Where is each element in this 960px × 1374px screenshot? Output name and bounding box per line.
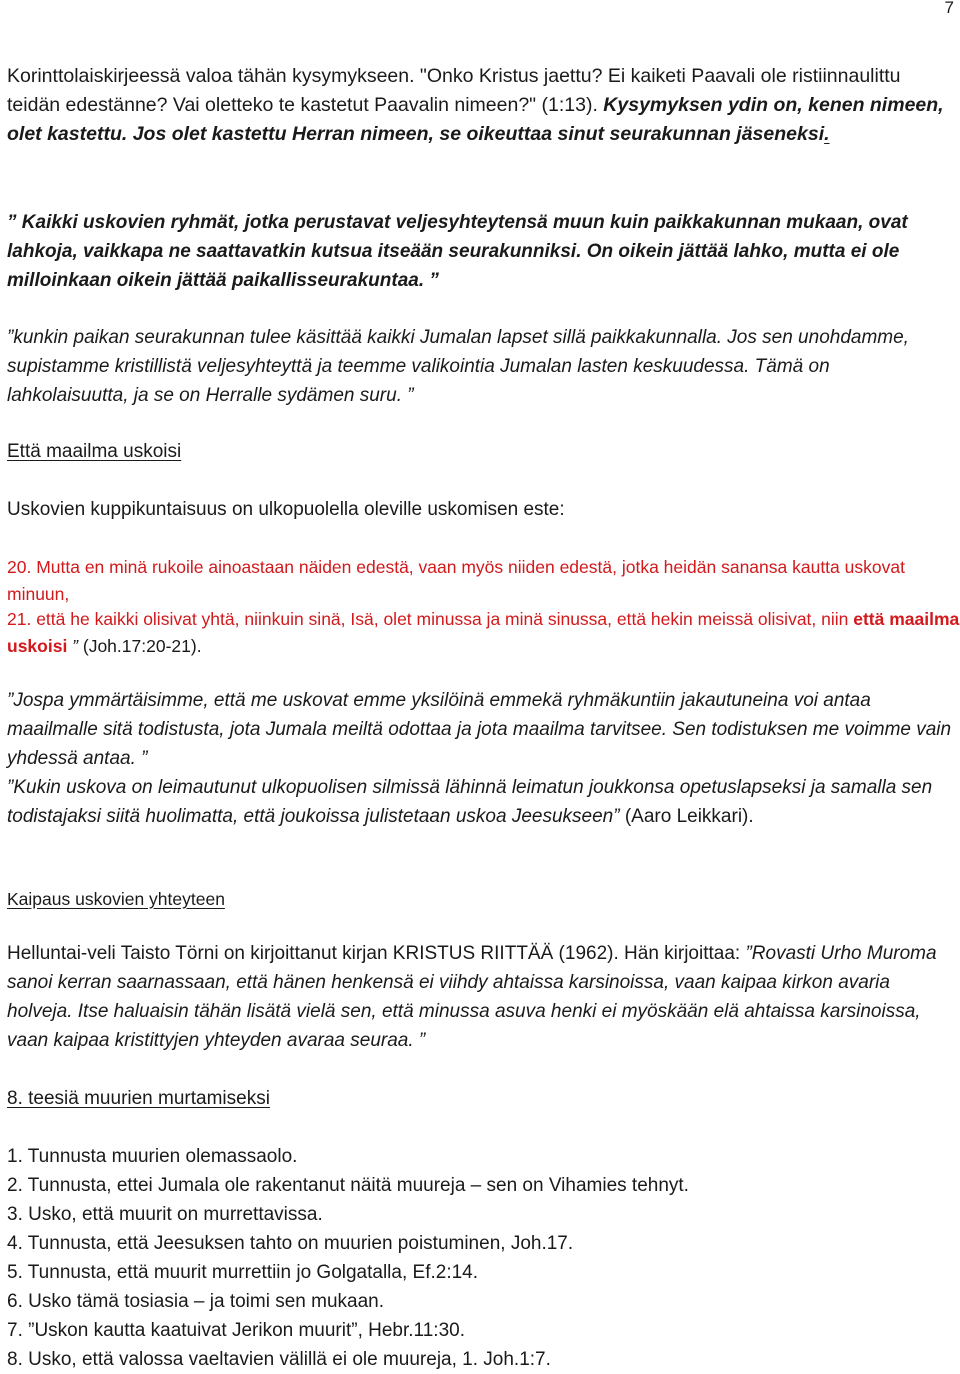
paragraph-obstacle: Uskovien kuppikuntaisuus on ulkopuolella oleville uskomisen este: [7, 499, 565, 520]
page-number: 7 [944, 0, 954, 17]
quote-sects: ” Kaikki uskovien ryhmät, jotka perustavat veljesyhteytensä muun kuin paikkakunnan mukaan, ovat lahkoja, vaikkapa ne saattavatkin kutsua itseään seurakunniksi. On oikein jättää lahko, mutta ei ole milloinkaan oikein jättää paikallisseurakuntaa. ” [7, 212, 908, 291]
verse-21-quote-mark: ” [67, 635, 83, 656]
heading-longing-unity: Kaipaus uskovien yhteyteen [7, 889, 225, 909]
verse-21 [7, 606, 960, 659]
paragraph-torni [7, 939, 952, 1055]
heading-that-world-believe: Että maailma uskoisi [7, 441, 182, 462]
verse-20: 20. Mutta en minä rukoile ainoastaan näiden edestä, vaan myös niiden edestä, jotka heidän sanansa kautta uskovat minuun, [7, 557, 905, 604]
quote-disciple [7, 773, 952, 831]
verse-reference: (Joh.17:20-21). [82, 635, 202, 656]
list-item: 3. Usko, että muurit on murrettavissa. [7, 1204, 323, 1225]
list-item: 6. Usko tämä tosiasia – ja toimi sen mukaan. [7, 1291, 385, 1312]
intro-emphasis: Kysymyksen ydin on, kenen nimeen, olet kastettu. Jos olet kastettu Herran nimeen, se oikeuttaa sinut seurakunnan jäseneksi [7, 94, 944, 145]
verse-21-emphasis: että maailma uskoisi [7, 609, 960, 656]
theses-list [7, 1142, 952, 1374]
verse-21-text: 21. että he kaikki olisivat yhtä, niinkuin sinä, Isä, olet minussa ja minä sinussa, että hekin meissä olisivat, niin [7, 609, 854, 629]
list-item: 7. ”Uskon kautta kaatuivat Jerikon muurit”, Hebr.11:30. [7, 1320, 465, 1341]
quote-disciple-text: ”Kukin uskova on leimautunut ulkopuolisen silmissä lähinnä leimatun joukkonsa opetuslapseksi ja samalla sen todistajaksi siitä huolimatta, että joukoissa julistetaan uskoa Jeesukseen” [7, 777, 933, 827]
list-item: 8. Usko, että valossa vaeltavien välillä ei ole muureja, 1. Joh.1:7. [7, 1349, 551, 1370]
quote-testimony: ”Jospa ymmärtäisimme, että me uskovat emme yksilöinä emmekä ryhmäkuntiin jakautuneina voi antaa maailmalle sitä todistusta, jota Jumala meiltä odottaa ja jota maailma tarvitsee. Sen todistuksen me voimme vain yhdessä antaa. ” [7, 690, 952, 769]
heading-theses: 8. teesiä muurien murtamiseksi [7, 1088, 270, 1109]
intro-text: Korinttolaiskirjeessä valoa tähän kysymykseen. "Onko Kristus jaettu? Ei kaiketi Paavali ole ristiinnaulittu teidän edestänne? Vai oletteko te kastetut Paavalin nimeen?" (1:13). [7, 65, 901, 116]
quote-local-church: ”kunkin paikan seurakunnan tulee käsittää kaikki Jumalan lapset sillä paikkakunnalla. Jos sen unohdamme, supistamme kristillistä veljesyhteyttä ja teemme valikointia Jumalan lasten keskuudessa. Tämä on lahkolaisuutta, ja se on Herralle sydämen suru. ” [7, 327, 909, 406]
list-item: 2. Tunnusta, ettei Jumala ole rakentanut näitä muureja – sen on Vihamies tehnyt. [7, 1175, 689, 1196]
paragraph-torni-quote: ”Rovasti Urho Muroma sanoi kerran saarnassaan, että hänen henkensä ei viihdy ahtaissa karsinoissa, vaan kaipaa kirkon avaria holveja. Itse haluaisin tähän lisätä vielä sen, että minussa asuva henki ei myöskään elä ahtaissa karsinoissa, vaan kaipaa kristittyjen yhteyden avaraa seuraa. ” [7, 943, 937, 1051]
list-item: 5. Tunnusta, että muurit murrettiin jo Golgatalla, Ef.2:14. [7, 1262, 479, 1283]
list-item: 4. Tunnusta, että Jeesuksen tahto on muurien poistuminen, Joh.17. [7, 1233, 574, 1254]
intro-paragraph [7, 62, 952, 149]
quote-author: (Aaro Leikkari). [619, 806, 754, 827]
list-item: 1. Tunnusta muurien olemassaolo. [7, 1146, 298, 1167]
intro-period: . [824, 123, 830, 145]
paragraph-torni-text: Helluntai-veli Taisto Törni on kirjoittanut kirjan KRISTUS RIITTÄÄ (1962). Hän kirjoittaa: [7, 943, 746, 964]
